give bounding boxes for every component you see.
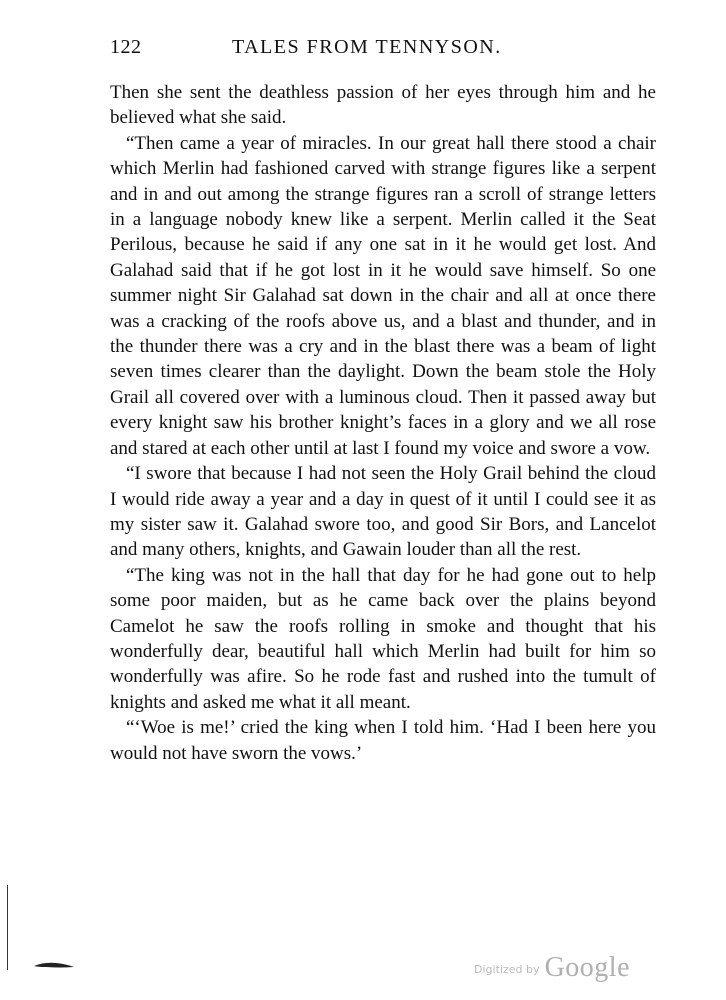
running-head: [110, 36, 656, 66]
running-title: TALES FROM TENNYSON.: [232, 36, 502, 58]
paragraph-king-returns: “The king was not in the hall that day for he had gone out to help some poor maiden, but as he came back over the plains beyond Camelot he saw the roofs rolling in smoke and thought that his wonderfully dear, beautiful hall which Merlin had built for him so wonderfully was afire. So he rode fast and rushed into the tumult of knights and asked me what it all meant.: [110, 564, 656, 713]
watermark-prefix: Digitized by: [474, 963, 540, 976]
body-text: [110, 80, 656, 766]
scan-gutter-line: [7, 885, 8, 970]
paragraph-continuation: Then she sent the deathless passion of her eyes through him and he believed what she said.: [110, 82, 656, 129]
digitized-watermark: [474, 952, 630, 984]
ink-smudge: [34, 962, 74, 968]
paragraph-woe-is-me: “‘Woe is me!’ cried the king when I told him. ‘Had I been here you would not have sworn the vows.’: [110, 717, 656, 764]
paragraph-vow: “I swore that because I had not seen the Holy Grail behind the cloud I would ride away a year and a day in quest of it until I could see it as my sister saw it. Galahad swore too, and good Sir Bors, and Lancelot and many others, knights, and Gawain louder than all the rest.: [110, 463, 656, 561]
google-logo: Google: [544, 952, 630, 983]
paragraph-year-of-miracles: “Then came a year of miracles. In our great hall there stood a chair which Merlin had fashioned carved with strange figures like a serpent and in and out among the strange figures ran a scroll of strange letters in a language nobody knew like a serpent. Merlin called it the Seat Perilous, because he said if any one sat in it he would get lost. And Galahad said that if he got lost in it he would save himself. So one summer night Sir Galahad sat down in the chair and all at once there was a cracking of the roofs above us, and a blast and thunder, and in the thunder there was a cry and in the blast there was a beam of light seven times clearer than the daylight. Down the beam stole the Holy Grail all covered over with a luminous cloud. Then it passed away but every knight saw his brother knight’s faces in a glory and we all rose and stared at each other until at last I found my voice and swore a vow.: [110, 132, 656, 459]
page-number: 122: [110, 36, 142, 58]
